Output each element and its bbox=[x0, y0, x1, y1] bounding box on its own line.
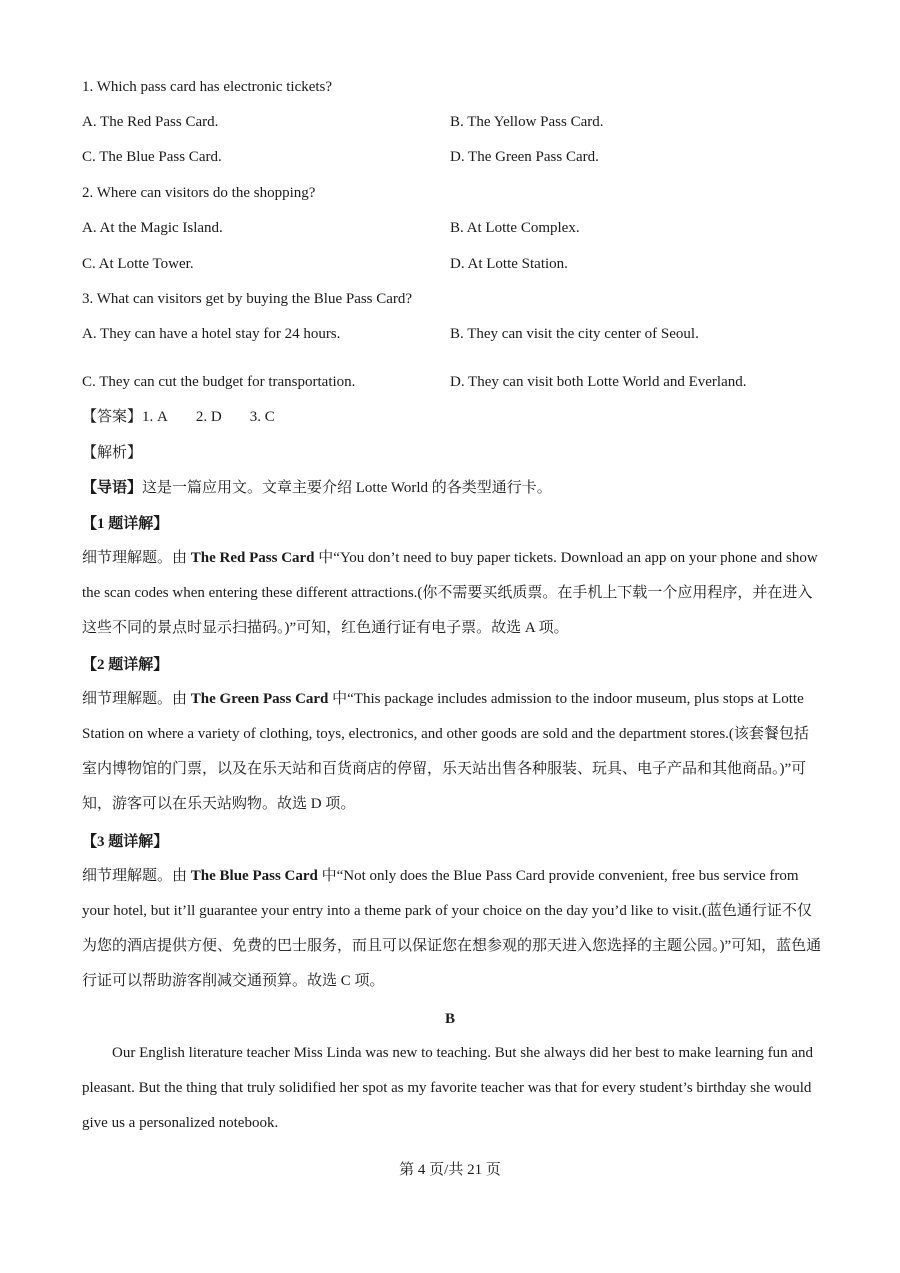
question-3-option-a: A. They can have a hotel stay for 24 hours. bbox=[82, 326, 341, 342]
question-1-option-c: C. The Blue Pass Card. bbox=[82, 149, 222, 165]
answer-1: 1. A bbox=[142, 409, 168, 425]
q1-detail-text bbox=[82, 541, 822, 646]
question-3-stem: 3. What can visitors get by buying the Blue Pass Card? bbox=[82, 291, 413, 307]
question-2-stem: 2. Where can visitors do the shopping? bbox=[82, 185, 316, 201]
question-1-stem: 1. Which pass card has electronic tickets? bbox=[82, 79, 333, 95]
guide-label: 【导语】 bbox=[82, 480, 143, 496]
q2-body: 中“This package includes admission to the indoor museum, plus stops at Lotte Station on where a variety of clothing, toys, electronics, and other goods are sold and the department stores.(该套餐包括室内博物馆的门票，以及在乐天站和百货商店的停留，乐天站出售各种服装、玩具、电子产品和其他商品。)”可知，游客可以在乐天站购物。故选 D 项。 bbox=[82, 691, 809, 812]
q2-prefix: 细节理解题。由 bbox=[82, 691, 191, 707]
question-2-option-b: B. At Lotte Complex. bbox=[450, 220, 580, 236]
answer-label: 【答案】 bbox=[82, 409, 143, 425]
question-3-option-d: D. They can visit both Lotte World and Everland. bbox=[450, 374, 747, 390]
analysis-label: 【解析】 bbox=[82, 445, 143, 461]
q3-detail-label: 【3 题详解】 bbox=[82, 834, 169, 850]
question-2-option-d: D. At Lotte Station. bbox=[450, 256, 568, 272]
question-2-option-c: C. At Lotte Tower. bbox=[82, 256, 194, 272]
question-2-option-a: A. At the Magic Island. bbox=[82, 220, 223, 236]
q3-body: 中“Not only does the Blue Pass Card provide convenient, free bus service from your hotel, but it’ll guarantee your entry into a theme park of your choice on the day you’d like to visit.(蓝色通行证不仅为您的酒店提供方便、免费的巴士服务，而且可以保证您在想参观的那天进入您选择的主题公园。)”可知，蓝色通行证可以帮助游客削减交通预算。故选 C 项。 bbox=[82, 868, 822, 989]
section-b-paragraph: Our English literature teacher Miss Linda was new to teaching. But she always did her best to make learning fun and pleasant. But the thing that truly solidified her spot as my favorite teacher was that for every student’s birthday she would give us a personalized notebook. bbox=[82, 1045, 814, 1131]
q3-prefix: 细节理解题。由 bbox=[82, 868, 191, 884]
q2-detail-label: 【2 题详解】 bbox=[82, 657, 169, 673]
question-1-option-a: A. The Red Pass Card. bbox=[82, 114, 219, 130]
q3-card-name: The Blue Pass Card bbox=[190, 868, 318, 884]
guide-text: 这是一篇应用文。文章主要介绍 Lotte World 的各类型通行卡。 bbox=[142, 480, 552, 496]
q1-card-name: The Red Pass Card bbox=[190, 550, 315, 566]
question-1-option-d: D. The Green Pass Card. bbox=[450, 149, 599, 165]
q1-body: 中“You don’t need to buy paper tickets. Download an app on your phone and show the scan codes when entering these different attractions.(你不需要买纸质票。在手机上下载一个应用程序，并在进入这些不同的景点时显示扫描码。)”可知，红色通行证有电子票。故选 A 项。 bbox=[82, 550, 818, 636]
guide-row bbox=[82, 478, 552, 498]
answer-3: 3. C bbox=[249, 409, 275, 425]
question-3-option-c: C. They can cut the budget for transportation. bbox=[82, 374, 356, 390]
q1-detail-label: 【1 题详解】 bbox=[82, 516, 169, 532]
question-3-option-b: B. They can visit the city center of Seoul. bbox=[450, 326, 699, 342]
q2-card-name: The Green Pass Card bbox=[190, 691, 329, 707]
page-footer: 第 4 页/共 21 页 bbox=[399, 1162, 501, 1178]
answer-row bbox=[82, 407, 275, 427]
q1-prefix: 细节理解题。由 bbox=[82, 550, 191, 566]
section-b-heading: B bbox=[444, 1011, 455, 1027]
question-1-option-b: B. The Yellow Pass Card. bbox=[450, 114, 604, 130]
answer-2: 2. D bbox=[195, 409, 222, 425]
q2-detail-text bbox=[82, 682, 822, 822]
q3-detail-text bbox=[82, 859, 822, 999]
